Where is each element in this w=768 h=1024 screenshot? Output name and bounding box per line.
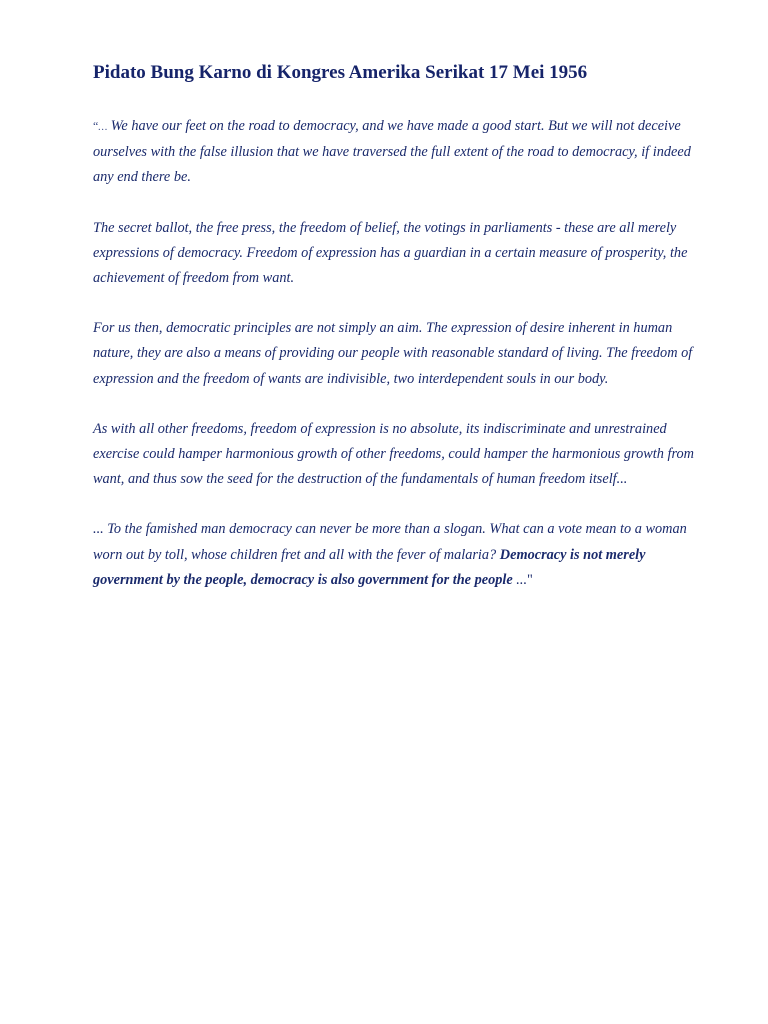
closing-quote: "	[527, 571, 533, 588]
closing-ellipsis: ...	[512, 571, 528, 588]
closing-emphasis: Democracy is not merely government by the people, democracy is also government for the people	[93, 546, 646, 588]
paragraph-2: The secret ballot, the free press, the freedom of belief, the votings in parliaments - these are all merely expressions of democracy. Freedom of expression has a guardian in a certain measure of prosperity, the achievement of freedom from want.	[93, 219, 688, 287]
paragraph-3: For us then, democratic principles are not simply an aim. The expression of desire inherent in human nature, they are also a means of providing our people with reasonable standard of living. The freedom of expression and the freedom of wants are indivisible, two interdependent souls in our body.	[93, 320, 693, 387]
paragraph-4: As with all other freedoms, freedom of expression is no absolute, its indiscriminate and unrestrained exercise could hamper harmonious growth of other freedoms, could hamper the harmonious growth from want, and thus sow the seed for the destruction of the fundamentals of human freedom itself...	[93, 420, 694, 488]
opening-ellipsis: …	[98, 122, 108, 133]
opening-quote: “	[93, 119, 99, 133]
paragraph-1-text: We have our feet on the road to democracy, and we have made a good start. But we will not deceive ourselves with the false illusion that we have traversed the full extent of the road to democracy, if indeed any end there be.	[93, 118, 691, 186]
paragraph-1	[93, 114, 708, 191]
paragraph-closing	[93, 517, 708, 593]
closing-text: ... To the famished man democracy can never be more than a slogan. What can a vote mean to a woman worn out by toll, whose children fret and all with the fever of malaria?	[93, 521, 687, 563]
document-title: Pidato Bung Karno di Kongres Amerika Serikat 17 Mei 1956	[93, 62, 588, 83]
document-content	[93, 56, 708, 618]
